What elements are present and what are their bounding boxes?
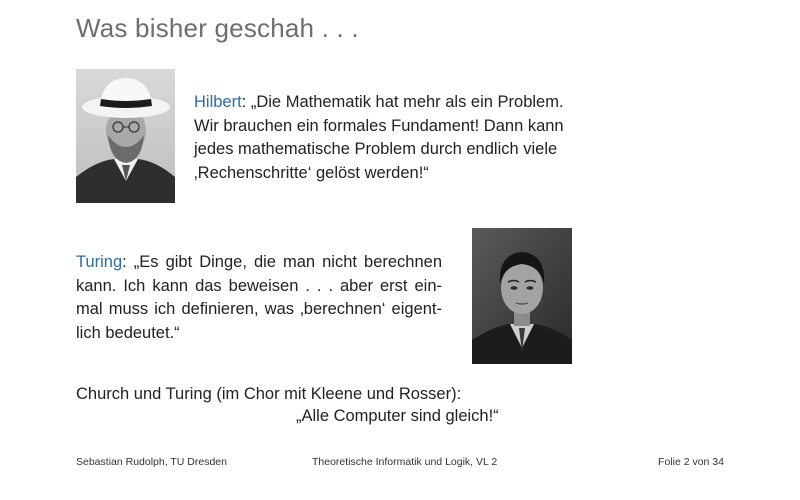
hilbert-quote-line: ‚Rechenschritte‘ gelöst werden!“ (194, 163, 429, 182)
hilbert-quote (194, 91, 584, 185)
footer-author: Sebastian Rudolph, TU Dresden (76, 456, 227, 468)
turing-quote-line: kann. Ich kann das beweisen . . . aber erst ein- (76, 276, 442, 295)
footer-course: Theoretische Informatik und Logik, VL 2 (312, 456, 498, 468)
turing-quote-line: lich bedeutet.“ (76, 323, 180, 342)
hilbert-speaker-label: Hilbert (194, 93, 242, 111)
turing-portrait-image (472, 228, 572, 364)
hilbert-quote-line: : „Die Mathematik hat mehr als ein Problem. (241, 93, 564, 111)
slide-title: Was bisher geschah . . . (76, 13, 359, 43)
hilbert-portrait-image (76, 69, 175, 203)
footer-page-number: Folie 2 von 34 (658, 456, 724, 468)
turing-quote-line: : „Es gibt Dinge, die man nicht berechnen (122, 253, 442, 271)
hilbert-quote-line: jedes mathematische Problem durch endlich viele (194, 140, 558, 158)
turing-speaker-label: Turing (76, 253, 123, 271)
hilbert-quote-line: Wir brauchen ein formales Fundament! Dann kann (194, 116, 564, 135)
turing-quote-line: mal muss ich definieren, was ‚berechnen‘ eigent- (76, 300, 442, 318)
turing-quote (76, 251, 442, 345)
church-turing-intro: Church und Turing (im Chor mit Kleene und Rosser): (76, 385, 462, 403)
church-turing-quote: „Alle Computer sind gleich!“ (296, 407, 499, 425)
